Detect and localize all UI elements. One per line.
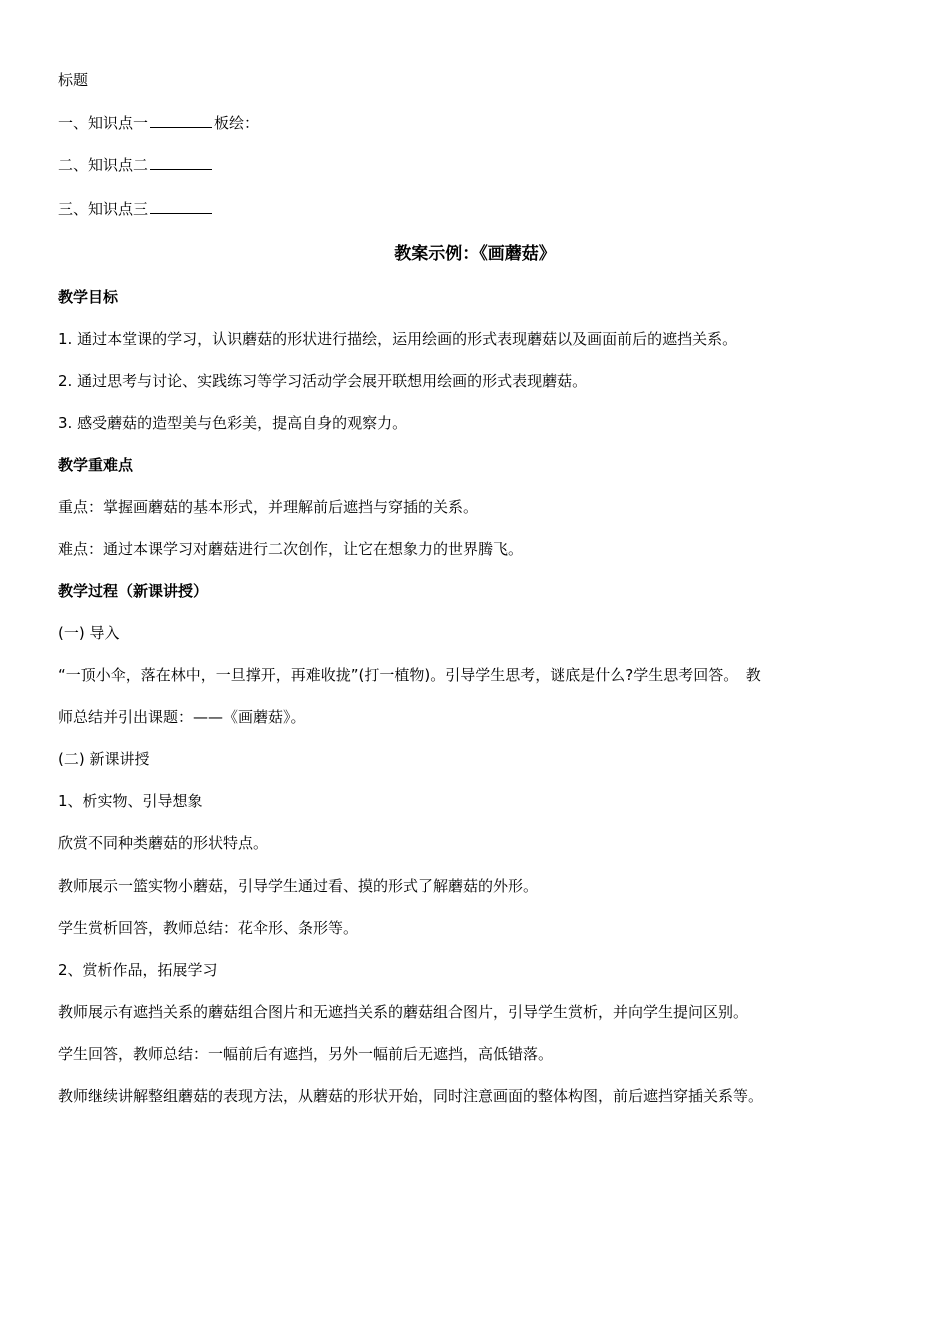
step-1-line: 教师展示一篮实物小蘑菇，引导学生通过看、摸的形式了解蘑菇的外形。 — [58, 877, 539, 895]
outline-item-2-prefix: 二、知识点二 — [58, 156, 149, 174]
step-2-heading: 2、赏析作品，拓展学习 — [58, 961, 218, 979]
fill-blank-2 — [150, 156, 212, 170]
new-lesson-heading: (二) 新课讲授 — [58, 750, 150, 768]
goal-item: 2. 通过思考与讨论、实践练习等学习活动学会展开联想用绘画的形式表现蘑菇。 — [58, 372, 588, 390]
key-points-heading: 教学重难点 — [58, 456, 134, 474]
goal-item: 1. 通过本堂课的学习，认识蘑菇的形状进行描绘，运用绘画的形式表现蘑菇以及画面前后的遮挡关系。 — [58, 330, 738, 348]
step-2-line: 教师继续讲解整组蘑菇的表现方法，从蘑菇的形状开始，同时注意画面的整体构图，前后遮挡穿插关系等。 — [58, 1087, 764, 1105]
goals-heading: 教学目标 — [58, 288, 119, 306]
document-title: 教案示例：《画蘑菇》 — [394, 244, 556, 264]
outline-item-1-prefix: 一、知识点一 — [58, 114, 149, 132]
intro-paragraph-line: 师总结并引出课题：——《画蘑菇》。 — [58, 708, 306, 726]
fill-blank-3 — [150, 200, 212, 214]
goal-item: 3. 感受蘑菇的造型美与色彩美，提高自身的观察力。 — [58, 414, 408, 432]
step-1-heading: 1、析实物、引导想象 — [58, 792, 203, 810]
intro-heading: (一) 导入 — [58, 624, 120, 642]
outline-item-3 — [58, 199, 214, 219]
outline-item-1-suffix: 板绘： — [214, 114, 260, 132]
outline-item-3-prefix: 三、知识点三 — [58, 200, 149, 218]
step-2-line: 学生回答，教师总结：一幅前后有遮挡，另外一幅前后无遮挡，高低错落。 — [58, 1045, 554, 1063]
step-1-line: 学生赏析回答，教师总结：花伞形、条形等。 — [58, 919, 359, 937]
process-heading: 教学过程（新课讲授） — [58, 582, 209, 600]
key-point-difficulty: 难点：通过本课学习对蘑菇进行二次创作，让它在想象力的世界腾飞。 — [58, 540, 524, 558]
key-point-focus: 重点：掌握画蘑菇的基本形式，并理解前后遮挡与穿插的关系。 — [58, 498, 479, 516]
outline-item-2 — [58, 155, 214, 175]
step-2-line: 教师展示有遮挡关系的蘑菇组合图片和无遮挡关系的蘑菇组合图片，引导学生赏析，并向学生提问区别。 — [58, 1003, 749, 1021]
intro-paragraph-line: “一顶小伞，落在林中，一旦撑开，再难收拢”(打一植物)。引导学生思考，谜底是什么?学生思考回答。 教 — [58, 666, 761, 684]
outline-item-1 — [58, 113, 259, 133]
outline-heading: 标题 — [58, 71, 89, 89]
step-1-line: 欣赏不同种类蘑菇的形状特点。 — [58, 834, 269, 852]
fill-blank-1 — [150, 114, 212, 128]
